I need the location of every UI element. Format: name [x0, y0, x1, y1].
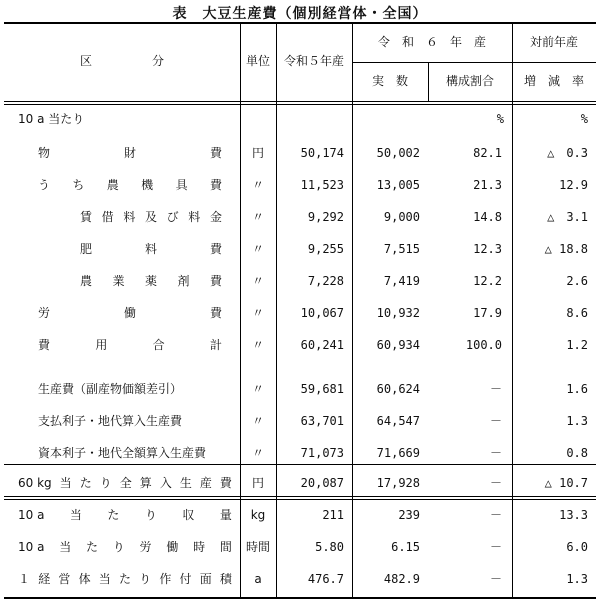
- row-r6-share: －: [489, 572, 502, 586]
- label-char: 料: [123, 210, 136, 224]
- label-char: り: [99, 476, 112, 490]
- label-char: 費: [219, 476, 232, 490]
- row-unit: 円: [251, 146, 264, 160]
- row-label: 資本利子・地代全額算入生産費: [38, 446, 207, 460]
- label-char: 当: [69, 508, 82, 522]
- label-char: 間: [219, 540, 232, 554]
- label-char: 10 a: [18, 508, 45, 522]
- row-unit: 〃: [251, 210, 264, 224]
- header-bottom-1: [4, 101, 596, 102]
- label-char: 賃: [80, 210, 93, 224]
- table-title: 表 大豆生産費（個別経営体・全国）: [172, 6, 428, 22]
- label-char: 産: [199, 476, 212, 490]
- header-yoy-top: 対前年産: [529, 35, 578, 49]
- row-unit: 〃: [251, 242, 264, 256]
- label-char: 働: [166, 540, 179, 554]
- row-label: [80, 200, 222, 234]
- row-r5-value: 71,073: [300, 446, 344, 460]
- row-yoy-rate: 13.3: [559, 508, 588, 522]
- row-unit: 〃: [251, 178, 264, 192]
- label-char: 労: [139, 540, 152, 554]
- row-r6-actual: 64,547: [376, 414, 420, 428]
- label-char: 費: [209, 274, 222, 288]
- label-char: 物: [38, 146, 51, 160]
- row-r5-value: 50,174: [300, 146, 344, 160]
- row-r5-value: 59,681: [300, 382, 344, 396]
- label-char: 費: [209, 178, 222, 192]
- row-label: [80, 232, 222, 266]
- label-char: 全: [119, 476, 132, 490]
- label-char: 営: [58, 572, 71, 586]
- label-char: う: [38, 178, 51, 192]
- label-char: 計: [209, 338, 222, 352]
- row-r5-value: 211: [322, 508, 344, 522]
- row-unit: 〃: [251, 414, 264, 428]
- label-char: 料: [144, 242, 157, 256]
- row-label: [38, 296, 222, 330]
- row-r6-share: －: [489, 446, 502, 460]
- label-char: 体: [78, 572, 91, 586]
- header-share: 構成割合: [445, 74, 494, 88]
- row-label: [18, 530, 232, 564]
- row-yoy-rate: △ 10.7: [544, 476, 588, 490]
- row-r6-actual: 60,624: [376, 382, 420, 396]
- row-r6-share: －: [489, 414, 502, 428]
- row-label: [18, 466, 232, 500]
- row-r6-actual: 7,515: [383, 242, 420, 256]
- label-char: た: [85, 540, 98, 554]
- label-char: 当: [59, 476, 72, 490]
- row-r6-share: 12.3: [473, 242, 502, 256]
- label-char: 農: [80, 274, 93, 288]
- header-unit: 単位: [245, 54, 270, 68]
- label-char: り: [112, 540, 125, 554]
- label-char: 及: [144, 210, 157, 224]
- row-r5-value: 5.80: [315, 540, 344, 554]
- row-r6-actual: 7,419: [383, 274, 420, 288]
- row-yoy-rate: 8.6: [566, 306, 588, 320]
- row-label: [80, 264, 222, 298]
- row-r5-value: 63,701: [300, 414, 344, 428]
- row-r6-actual: 60,934: [376, 338, 420, 352]
- row-r5-value: 60,241: [300, 338, 344, 352]
- row-label: [38, 328, 222, 362]
- label-char: 農: [106, 178, 119, 192]
- label-char: 算: [139, 476, 152, 490]
- label-char: び: [166, 210, 179, 224]
- row-r5-value: 9,255: [307, 242, 344, 256]
- row-yoy-rate: △ 3.1: [547, 210, 588, 224]
- label-char: た: [107, 508, 120, 522]
- row-r6-actual: 17,928: [376, 476, 420, 490]
- row-r6-share: －: [489, 476, 502, 490]
- row-r6-actual: 239: [398, 508, 420, 522]
- label-char: １: [18, 572, 31, 586]
- row-r6-actual: 71,669: [376, 446, 420, 460]
- header-actual: 実 数: [371, 74, 408, 88]
- row-unit: 〃: [251, 382, 264, 396]
- row-yoy-rate: 12.9: [559, 178, 588, 192]
- label-char: 薬: [144, 274, 157, 288]
- label-char: 費: [209, 242, 222, 256]
- row-r6-actual: 6.15: [391, 540, 420, 554]
- label-char: り: [139, 572, 152, 586]
- row-r5-value: 10,067: [300, 306, 344, 320]
- label-char: 労: [38, 306, 51, 320]
- header-r5: 令和５年産: [283, 54, 344, 68]
- section-pct-yoy: %: [580, 112, 588, 126]
- row-label: [38, 136, 222, 170]
- row-unit: 〃: [251, 338, 264, 352]
- label-char: 生: [179, 476, 192, 490]
- label-char: 費: [209, 146, 222, 160]
- header-category: 区 分: [79, 54, 164, 68]
- row-yoy-rate: △ 0.3: [547, 146, 588, 160]
- row-r5-value: 476.7: [307, 572, 344, 586]
- label-char: 肥: [80, 242, 93, 256]
- label-char: 60 kg: [18, 476, 52, 490]
- label-char: 当: [98, 572, 111, 586]
- header-yoy-bottom: 増 減 率: [523, 74, 584, 88]
- row-yoy-rate: 2.6: [566, 274, 588, 288]
- label-char: 業: [112, 274, 125, 288]
- label-char: 合: [152, 338, 165, 352]
- section-label: 10 a 当たり: [18, 112, 85, 126]
- row-yoy-rate: △ 18.8: [544, 242, 588, 256]
- row-yoy-rate: 1.3: [566, 572, 588, 586]
- label-char: 入: [159, 476, 172, 490]
- row-r5-value: 7,228: [307, 274, 344, 288]
- row-label: [38, 168, 222, 202]
- row-r6-actual: 9,000: [383, 210, 420, 224]
- row-unit: a: [254, 572, 262, 586]
- label-char: 当: [59, 540, 72, 554]
- row-r6-actual: 50,002: [376, 146, 420, 160]
- row-r6-actual: 482.9: [383, 572, 420, 586]
- row-r6-share: 14.8: [473, 210, 502, 224]
- row-r6-share: 100.0: [465, 338, 502, 352]
- label-char: 剤: [177, 274, 190, 288]
- label-char: 財: [123, 146, 136, 160]
- row-unit: 円: [251, 476, 264, 490]
- label-char: 付: [179, 572, 192, 586]
- label-char: 10 a: [18, 540, 45, 554]
- row-r5-value: 9,292: [307, 210, 344, 224]
- row-r6-share: 12.2: [473, 274, 502, 288]
- section-pct-share: %: [496, 112, 504, 126]
- label-char: 働: [123, 306, 136, 320]
- row-label: [18, 562, 232, 596]
- row-unit: 〃: [251, 306, 264, 320]
- label-char: り: [144, 508, 157, 522]
- row-yoy-rate: 1.3: [566, 414, 588, 428]
- row-label: 支払利子・地代算入生産費: [38, 414, 183, 428]
- label-char: た: [118, 572, 131, 586]
- row-r5-value: 11,523: [300, 178, 344, 192]
- row-r6-share: －: [489, 540, 502, 554]
- label-char: 金: [209, 210, 222, 224]
- label-char: 費: [38, 338, 51, 352]
- row-yoy-rate: 1.6: [566, 382, 588, 396]
- row-r6-actual: 10,932: [376, 306, 420, 320]
- label-char: 時: [193, 540, 206, 554]
- label-char: 機: [141, 178, 154, 192]
- row-r6-share: －: [489, 382, 502, 396]
- label-char: 面: [199, 572, 212, 586]
- row-r6-actual: 13,005: [376, 178, 420, 192]
- label-char: 用: [95, 338, 108, 352]
- label-char: ち: [72, 178, 85, 192]
- label-char: 量: [219, 508, 232, 522]
- row-r6-share: 17.9: [473, 306, 502, 320]
- label-char: 料: [188, 210, 201, 224]
- label-char: 収: [182, 508, 195, 522]
- row-unit: kg: [250, 508, 266, 522]
- row-unit: 〃: [251, 446, 264, 460]
- row-r6-share: 82.1: [473, 146, 502, 160]
- row-yoy-rate: 6.0: [566, 540, 588, 554]
- row-label: [18, 498, 232, 532]
- label-char: 借: [101, 210, 114, 224]
- row-r6-share: －: [489, 508, 502, 522]
- border-bottom: [4, 597, 596, 599]
- row-yoy-rate: 0.8: [566, 446, 588, 460]
- label-char: 積: [219, 572, 232, 586]
- label-char: 作: [159, 572, 172, 586]
- row-r6-share: 21.3: [473, 178, 502, 192]
- row-unit: 〃: [251, 274, 264, 288]
- label-char: た: [79, 476, 92, 490]
- row-unit: 時間: [245, 540, 270, 554]
- row-r5-value: 20,087: [300, 476, 344, 490]
- label-char: 経: [38, 572, 51, 586]
- header-r6: 令 和 ６ 年 産: [377, 35, 486, 49]
- label-char: 費: [209, 306, 222, 320]
- row-yoy-rate: 1.2: [566, 338, 588, 352]
- row-label: 生産費（副産物価額差引）: [38, 382, 183, 396]
- label-char: 具: [175, 178, 188, 192]
